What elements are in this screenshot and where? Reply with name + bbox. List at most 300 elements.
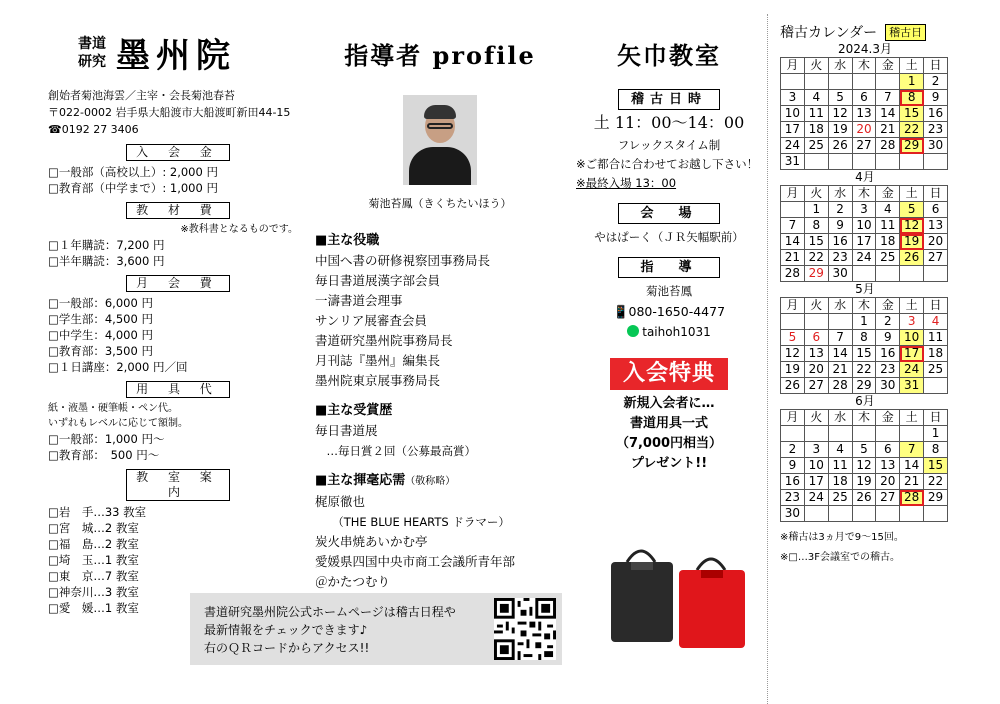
- fee-item: □学生部：4,500 円: [48, 312, 153, 326]
- calendar-day-cell: 14: [828, 346, 852, 362]
- calendar-day-cell: 1: [804, 202, 828, 218]
- calendar-day-cell: 3: [900, 314, 924, 330]
- calendar-day-cell: 24: [804, 490, 828, 506]
- teacher-name: 菊池苔鳳: [646, 284, 692, 298]
- calendar-day-cell: 5: [900, 202, 924, 218]
- weekday-cell: 金: [876, 298, 900, 314]
- calendar-day-cell: 18: [828, 474, 852, 490]
- weekday-cell: 木: [852, 186, 876, 202]
- room-item: □愛 媛…1 教室: [48, 601, 139, 615]
- calendar-day-cell: 15: [804, 234, 828, 250]
- calendar-day-cell: 14: [781, 234, 805, 250]
- calendar-week-row: [781, 506, 948, 522]
- room-item: □福 島…2 教室: [48, 537, 139, 551]
- calendar-day-cell: 16: [924, 106, 948, 122]
- fee-item: □１年購読：7,200 円: [48, 238, 165, 252]
- calendar-day-cell: [924, 378, 948, 394]
- calendar-month-label: 5月: [855, 282, 875, 296]
- classroom-column: [576, 36, 762, 474]
- fee-item: □一般部：6,000 円: [48, 296, 153, 310]
- role-item: 書道研究墨州院事務局長: [315, 333, 453, 348]
- calendar-day-cell: 17: [900, 346, 924, 362]
- calendar-day-cell: 25: [876, 250, 900, 266]
- calendar-day-cell: [900, 426, 924, 442]
- calendar-day-cell: 27: [876, 490, 900, 506]
- calendar-day-cell: 27: [852, 138, 876, 154]
- calendar-day-cell: 24: [852, 250, 876, 266]
- calendar-day-cell: 2: [876, 314, 900, 330]
- calendar-week-row: [781, 330, 948, 346]
- line-app-icon: [627, 325, 639, 337]
- calendar-day-cell: 25: [828, 490, 852, 506]
- calendar-day-cell: 7: [828, 330, 852, 346]
- calendar-day-cell: 16: [876, 346, 900, 362]
- calendar-day-cell: [924, 154, 948, 170]
- calendar-day-cell: [852, 154, 876, 170]
- calendar-day-cell: 5: [781, 330, 805, 346]
- calendar-day-cell: [876, 154, 900, 170]
- weekday-cell: 土: [900, 186, 924, 202]
- classroom-title: 矢巾教室: [617, 41, 721, 70]
- calendar-day-cell: 22: [900, 122, 924, 138]
- calendar-day-cell: 9: [828, 218, 852, 234]
- weekday-row: [781, 298, 948, 314]
- calendar-day-cell: [828, 154, 852, 170]
- calendar-day-cell: 5: [828, 90, 852, 106]
- teacher-phone: 📱080-1650-4477: [612, 304, 726, 319]
- calendar-day-cell: 17: [804, 474, 828, 490]
- calendar-day-cell: 8: [804, 218, 828, 234]
- lesson-calendar: [780, 22, 950, 568]
- calendar-day-cell: [781, 202, 805, 218]
- calendar-day-cell: 12: [900, 218, 924, 234]
- banner-line: 書道研究墨州院公式ホームページは稽古日程や: [204, 605, 456, 619]
- calendar-day-cell: 14: [900, 458, 924, 474]
- calendar-day-cell: 30: [781, 506, 805, 522]
- weekday-cell: 火: [804, 410, 828, 426]
- calendar-day-cell: 12: [781, 346, 805, 362]
- calendar-day-cell: 13: [876, 458, 900, 474]
- calendar-day-cell: 29: [804, 266, 828, 282]
- calendar-week-row: [781, 378, 948, 394]
- banner-text: [204, 603, 456, 657]
- weekday-cell: 火: [804, 298, 828, 314]
- calendar-day-cell: [876, 74, 900, 90]
- calendar-day-cell: 23: [876, 362, 900, 378]
- role-item: 月刊誌『墨州』編集長: [315, 353, 441, 368]
- calendar-day-cell: 10: [900, 330, 924, 346]
- calendar-week-row: [781, 426, 948, 442]
- school-brand: [78, 28, 298, 77]
- fold-line: [767, 14, 769, 704]
- calendar-day-cell: 15: [900, 106, 924, 122]
- calendar-day-cell: 28: [828, 378, 852, 394]
- calendar-day-cell: [852, 426, 876, 442]
- fee-item: □中学生：4,000 円: [48, 328, 153, 342]
- calendar-week-row: [781, 458, 948, 474]
- flex-note: ※ご都合に合わせてお越し下さい！: [576, 157, 759, 171]
- calendar-day-cell: [852, 266, 876, 282]
- calendar-day-cell: [900, 154, 924, 170]
- calendar-day-cell: [852, 74, 876, 90]
- weekday-cell: 水: [828, 410, 852, 426]
- calendar-day-cell: 23: [828, 250, 852, 266]
- calendar-day-cell: 3: [804, 442, 828, 458]
- calendar-day-cell: 6: [852, 90, 876, 106]
- calendar-day-cell: 23: [781, 490, 805, 506]
- calendar-day-cell: 11: [804, 106, 828, 122]
- calendar-note: ※稽古は3ヵ月で9〜15回。: [780, 532, 904, 543]
- profile-title: 指導者 profile: [344, 41, 536, 70]
- flex-time: フレックスタイム制: [617, 138, 721, 152]
- calendar-day-cell: 8: [852, 330, 876, 346]
- awards-heading: ■主な受賞歴: [315, 403, 393, 418]
- calendar-day-cell: [828, 426, 852, 442]
- calendar-month-label: 2024.3月: [838, 42, 892, 56]
- weekday-cell: 金: [876, 186, 900, 202]
- fee-item: □一般部（高校以上）: 2,000 円: [48, 165, 218, 179]
- calendar-week-row: [781, 138, 948, 154]
- calendar-week-row: [781, 202, 948, 218]
- calendar-day-cell: 16: [781, 474, 805, 490]
- calendar-day-cell: 5: [852, 442, 876, 458]
- calendar-months: [780, 42, 950, 522]
- calendar-day-cell: 28: [781, 266, 805, 282]
- calendar-day-cell: 25: [804, 138, 828, 154]
- calendar-day-cell: 26: [852, 490, 876, 506]
- calendar-day-cell: 25: [924, 362, 948, 378]
- calendar-day-cell: 2: [781, 442, 805, 458]
- role-item: 毎日書道展漢字部会員: [315, 273, 441, 288]
- calendar-day-cell: 30: [828, 266, 852, 282]
- room-item: □埼 玉…1 教室: [48, 553, 139, 567]
- calendar-day-cell: 29: [924, 490, 948, 506]
- calendar-day-cell: [900, 266, 924, 282]
- calendar-day-cell: 29: [852, 378, 876, 394]
- teacher-heading: 指 導: [618, 257, 720, 278]
- calendar-notes: [780, 528, 950, 568]
- calendar-day-cell: 14: [876, 106, 900, 122]
- calendar-week-row: [781, 362, 948, 378]
- weekday-cell: 月: [781, 58, 805, 74]
- calendar-day-cell: 27: [804, 378, 828, 394]
- calendar-day-cell: 26: [781, 378, 805, 394]
- calendar-note-text: ※□…3F会議室での稽古。: [780, 552, 900, 563]
- calendar-day-cell: [852, 506, 876, 522]
- weekday-cell: 日: [924, 186, 948, 202]
- calendar-day-cell: 17: [852, 234, 876, 250]
- tools-note: いずれもレベルに応じて額制。: [48, 418, 188, 429]
- calendar-day-cell: 23: [924, 122, 948, 138]
- role-item: サンリア展審査会員: [315, 313, 427, 328]
- calendar-week-row: [781, 266, 948, 282]
- calendar-day-cell: 1: [924, 426, 948, 442]
- calendar-day-cell: 4: [804, 90, 828, 106]
- calendar-day-cell: [804, 426, 828, 442]
- weekday-cell: 木: [852, 298, 876, 314]
- calendar-week-row: [781, 122, 948, 138]
- calendar-day-cell: 30: [924, 138, 948, 154]
- calendar-month-label: 6月: [855, 394, 875, 408]
- calendar-day-cell: [876, 506, 900, 522]
- calendar-day-cell: 20: [924, 234, 948, 250]
- calendar-day-cell: 9: [924, 90, 948, 106]
- calendar-week-row: [781, 442, 948, 458]
- founder-line: 創始者菊池海雲／主宰・会長菊池春苔: [48, 89, 235, 102]
- weekday-cell: 火: [804, 186, 828, 202]
- calendar-week-row: [781, 490, 948, 506]
- address-line: 〒022-0002 岩手県大船渡市大船渡町新田44-15: [48, 106, 291, 119]
- room-item: □東 京…7 教室: [48, 569, 139, 583]
- calligraphy-bags-image: [605, 540, 755, 650]
- calendar-day-cell: [924, 266, 948, 282]
- calendar-day-cell: 9: [876, 330, 900, 346]
- calendar-day-cell: 19: [781, 362, 805, 378]
- fee-item: □１日講座：2,000 円／回: [48, 360, 188, 374]
- room-item: □岩 手…33 教室: [48, 505, 147, 519]
- weekday-cell: 木: [852, 410, 876, 426]
- award-item: 毎日書道展: [315, 423, 378, 438]
- calendar-month-table: [780, 409, 948, 522]
- calendar-day-cell: 13: [924, 218, 948, 234]
- calendar-day-cell: [804, 154, 828, 170]
- calendar-day-cell: [804, 506, 828, 522]
- calendar-day-cell: 22: [852, 362, 876, 378]
- weekday-cell: 金: [876, 58, 900, 74]
- weekday-cell: 水: [828, 58, 852, 74]
- phone-line: ☎0192 27 3406: [48, 123, 139, 136]
- role-item: 中国へ書の研修視察団事務局長: [315, 253, 491, 268]
- monthly-fee-title: 月 会 費: [126, 275, 230, 292]
- calendar-note: [780, 548, 950, 568]
- material-note: ※教科書となるものです。: [180, 224, 298, 235]
- calendar-day-cell: 13: [852, 106, 876, 122]
- calendar-day-cell: 28: [900, 490, 924, 506]
- calendar-day-cell: 7: [900, 442, 924, 458]
- calendar-day-cell: 7: [876, 90, 900, 106]
- calendar-day-cell: 1: [852, 314, 876, 330]
- tools-fee-title: 用 具 代: [126, 381, 230, 398]
- calendar-day-cell: 3: [852, 202, 876, 218]
- calendar-day-cell: [804, 314, 828, 330]
- calendar-month-table: [780, 297, 948, 394]
- room-item: □神奈川…3 教室: [48, 585, 139, 599]
- promo-line: （7,000円相当）: [615, 436, 723, 451]
- calendar-day-cell: 6: [924, 202, 948, 218]
- calendar-header: [780, 22, 950, 42]
- calendar-day-cell: 15: [852, 346, 876, 362]
- calendar-day-cell: 21: [828, 362, 852, 378]
- calendar-month-table: [780, 57, 948, 170]
- promo-line: 書道用具一式: [629, 416, 708, 431]
- profile-column: [315, 36, 565, 592]
- calendar-day-cell: 21: [781, 250, 805, 266]
- work-item: 愛媛県四国中央市商工会議所青年部: [315, 554, 516, 569]
- calendar-day-cell: 18: [924, 346, 948, 362]
- works-heading: [315, 471, 565, 492]
- calendar-day-cell: 12: [828, 106, 852, 122]
- calendar-day-cell: 17: [781, 122, 805, 138]
- rooms-title: 教 室 案 内: [126, 469, 230, 501]
- lesson-time: 土 11：00〜14：00: [593, 113, 745, 132]
- weekday-cell: 土: [900, 298, 924, 314]
- calendar-day-cell: 4: [924, 314, 948, 330]
- calendar-day-cell: 15: [924, 458, 948, 474]
- calendar-day-cell: [781, 314, 805, 330]
- works-heading-main: ■主な揮毫応需: [315, 473, 406, 488]
- calendar-day-cell: 19: [900, 234, 924, 250]
- homepage-banner[interactable]: [190, 593, 562, 665]
- calendar-day-cell: 16: [828, 234, 852, 250]
- calendar-week-row: [781, 154, 948, 170]
- weekday-row: [781, 410, 948, 426]
- calendar-week-row: [781, 218, 948, 234]
- calendar-day-cell: 31: [781, 154, 805, 170]
- calendar-day-cell: 8: [924, 442, 948, 458]
- role-item: 墨州院東京展事務局長: [315, 373, 441, 388]
- promo-line: 新規入会者に…: [623, 396, 715, 411]
- weekday-cell: 水: [828, 298, 852, 314]
- weekday-cell: 日: [924, 298, 948, 314]
- calendar-week-row: [781, 90, 948, 106]
- calendar-day-cell: 29: [900, 138, 924, 154]
- calendar-day-cell: 24: [900, 362, 924, 378]
- weekday-cell: 土: [900, 410, 924, 426]
- work-item: （THE BLUE HEARTS ドラマー）: [315, 515, 510, 529]
- brand-prefix-top: 書道: [78, 35, 106, 52]
- calendar-day-cell: 22: [924, 474, 948, 490]
- calendar-day-cell: 11: [876, 218, 900, 234]
- calendar-day-cell: 24: [781, 138, 805, 154]
- calendar-week-row: [781, 234, 948, 250]
- calendar-day-cell: [828, 314, 852, 330]
- calendar-day-cell: 11: [828, 458, 852, 474]
- calendar-day-cell: 19: [852, 474, 876, 490]
- weekday-cell: 土: [900, 58, 924, 74]
- calendar-day-cell: 26: [900, 250, 924, 266]
- calendar-day-cell: 10: [781, 106, 805, 122]
- calendar-day-cell: 21: [900, 474, 924, 490]
- calendar-day-cell: [924, 506, 948, 522]
- weekday-cell: 月: [781, 410, 805, 426]
- calendar-day-cell: 30: [876, 378, 900, 394]
- line-id: taihoh1031: [642, 325, 711, 339]
- calendar-day-cell: 4: [828, 442, 852, 458]
- calendar-week-row: [781, 474, 948, 490]
- calendar-day-cell: 1: [900, 74, 924, 90]
- fee-item: □教育部： 500 円〜: [48, 448, 160, 462]
- calendar-day-cell: 18: [876, 234, 900, 250]
- calendar-day-cell: 3: [781, 90, 805, 106]
- weekday-cell: 日: [924, 58, 948, 74]
- brand-prefix: [78, 35, 106, 71]
- weekday-row: [781, 186, 948, 202]
- calendar-week-row: [781, 314, 948, 330]
- fee-item: □教育部（中学まで）: 1,000 円: [48, 181, 218, 195]
- calendar-day-cell: [804, 74, 828, 90]
- calendar-title: 稽古カレンダー: [780, 25, 878, 41]
- weekday-cell: 木: [852, 58, 876, 74]
- calendar-day-cell: [828, 506, 852, 522]
- calendar-day-cell: 26: [828, 138, 852, 154]
- calendar-day-cell: 20: [852, 122, 876, 138]
- calendar-day-cell: 20: [876, 474, 900, 490]
- calendar-day-cell: 2: [924, 74, 948, 90]
- calendar-day-cell: [900, 506, 924, 522]
- calendar-day-cell: 11: [924, 330, 948, 346]
- calendar-day-cell: 31: [900, 378, 924, 394]
- fee-item: □半年購読：3,600 円: [48, 254, 165, 268]
- calendar-day-cell: 6: [876, 442, 900, 458]
- calendar-day-cell: 10: [852, 218, 876, 234]
- calendar-day-cell: 12: [852, 458, 876, 474]
- lesson-day-badge: 稽古日: [885, 24, 926, 41]
- instructor-photo: [403, 95, 477, 185]
- weekday-row: [781, 58, 948, 74]
- calendar-week-row: [781, 346, 948, 362]
- work-item: ＠かたつむり: [315, 574, 391, 589]
- promo-line: プレゼント!!: [630, 456, 708, 471]
- contact-info: [48, 87, 298, 138]
- place-name: やはぱーく（ＪＲ矢幅駅前）: [594, 230, 744, 244]
- school-name: 墨州院: [116, 36, 236, 76]
- fee-item: □教育部：3,500 円: [48, 344, 153, 358]
- fee-item: □一般部：1,000 円〜: [48, 432, 165, 446]
- calendar-week-row: [781, 106, 948, 122]
- weekday-cell: 金: [876, 410, 900, 426]
- calendar-day-cell: 13: [804, 346, 828, 362]
- weekday-cell: 日: [924, 410, 948, 426]
- award-item: …毎日賞２回（公募最高賞）: [315, 444, 476, 458]
- promo-title: 入会特典: [610, 358, 728, 390]
- school-info-column: [48, 28, 298, 616]
- calendar-day-cell: 18: [804, 122, 828, 138]
- weekday-cell: 火: [804, 58, 828, 74]
- weekday-cell: 月: [781, 298, 805, 314]
- calendar-week-row: [781, 250, 948, 266]
- works-heading-sub: （敬称略）: [405, 476, 456, 487]
- calendar-day-cell: 20: [804, 362, 828, 378]
- calendar-day-cell: [828, 74, 852, 90]
- calendar-day-cell: [781, 74, 805, 90]
- place-heading: 会 場: [618, 203, 720, 224]
- calendar-day-cell: [781, 426, 805, 442]
- calendar-day-cell: [876, 426, 900, 442]
- calendar-day-cell: 2: [828, 202, 852, 218]
- calendar-week-row: [781, 74, 948, 90]
- calendar-day-cell: 6: [804, 330, 828, 346]
- calendar-day-cell: 27: [924, 250, 948, 266]
- role-item: 一濤書道会理事: [315, 293, 403, 308]
- work-item: 炭火串焼あいかむ亭: [315, 534, 428, 549]
- qr-code-icon[interactable]: [494, 598, 556, 660]
- roles-heading: ■主な役職: [315, 233, 380, 248]
- weekday-cell: 水: [828, 186, 852, 202]
- photo-caption: 菊池苔鳳（きくちたいほう）: [368, 197, 512, 210]
- tools-note: 紙・液墨・硬筆帳・ペン代。: [48, 403, 178, 414]
- calendar-month-label: 4月: [855, 170, 875, 184]
- calendar-day-cell: 22: [804, 250, 828, 266]
- line-id-row: [576, 323, 762, 342]
- calendar-day-cell: 10: [804, 458, 828, 474]
- calendar-day-cell: [876, 266, 900, 282]
- entry-fee-title: 入 会 金: [126, 144, 230, 161]
- calendar-day-cell: 4: [876, 202, 900, 218]
- last-entry: ※最終入場 13：00: [576, 176, 677, 190]
- banner-line: 最新情報をチェックできます♪: [204, 623, 368, 637]
- time-heading: 稽古日時: [618, 89, 720, 110]
- calendar-day-cell: 28: [876, 138, 900, 154]
